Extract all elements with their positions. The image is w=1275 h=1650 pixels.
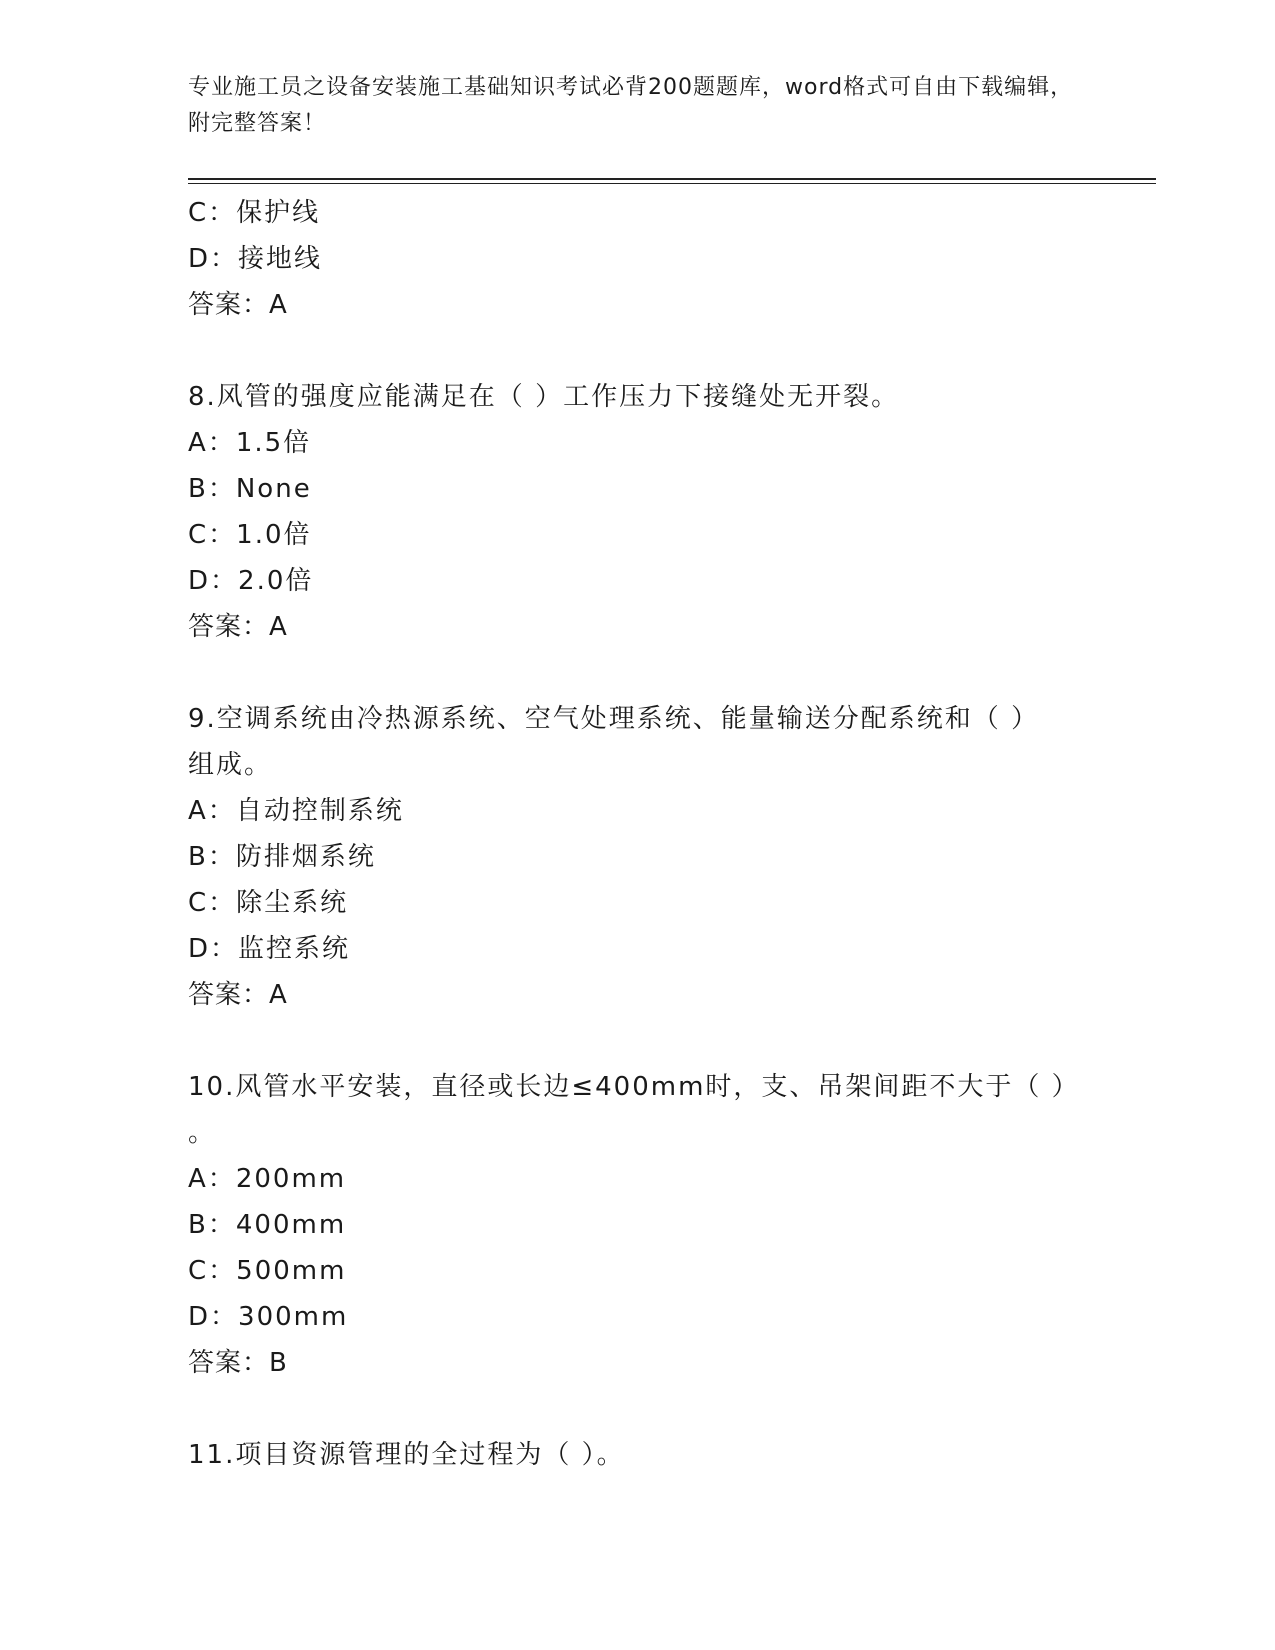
question-8-option-c: C：1.0倍 xyxy=(188,520,312,550)
option-c: C：保护线 xyxy=(188,198,321,228)
document-header xyxy=(188,70,1088,142)
question-9-option-b: B：防排烟系统 xyxy=(188,842,376,872)
question-10-option-a: A：200mm xyxy=(188,1164,347,1194)
spacer xyxy=(188,1018,1088,1064)
question-10-option-b: B：400mm xyxy=(188,1210,347,1240)
spacer xyxy=(188,328,1088,374)
header-divider-thin xyxy=(188,183,1156,184)
header-title: 专业施工员之设备安装施工基础知识考试必背200题题库，word格式可自由下载编辑，附完整答案！ xyxy=(188,75,1074,136)
question-9-text-line1: 9.空调系统由冷热源系统、空气处理系统、能量输送分配系统和（ ） xyxy=(188,704,1040,734)
spacer xyxy=(188,650,1088,696)
question-10-text-line1: 10.风管水平安装，直径或长边≤400mm时，支、吊架间距不大于（ ） xyxy=(188,1072,1080,1102)
answer-line: 答案：A xyxy=(188,290,288,320)
question-9-answer: 答案：A xyxy=(188,980,288,1010)
question-9-text-line2: 组成。 xyxy=(188,750,273,780)
spacer xyxy=(188,1386,1088,1432)
option-d: D：接地线 xyxy=(188,244,323,274)
question-10-answer: 答案：B xyxy=(188,1348,288,1378)
question-9-option-c: C：除尘系统 xyxy=(188,888,349,918)
question-8-option-b: B：None xyxy=(188,474,312,504)
question-8-option-d: D：2.0倍 xyxy=(188,566,314,596)
question-11-text: 11.项目资源管理的全过程为（ ）。 xyxy=(188,1440,625,1470)
question-8-text: 8.风管的强度应能满足在（ ）工作压力下接缝处无开裂。 xyxy=(188,382,900,412)
question-8-option-a: A：1.5倍 xyxy=(188,428,312,458)
question-10-option-c: C：500mm xyxy=(188,1256,347,1286)
question-10-text-line2: 。 xyxy=(188,1118,217,1148)
question-9-option-d: D：监控系统 xyxy=(188,934,351,964)
question-9-option-a: A：自动控制系统 xyxy=(188,796,404,826)
question-8-answer: 答案：A xyxy=(188,612,288,642)
header-divider-thick xyxy=(188,178,1156,180)
question-10-option-d: D：300mm xyxy=(188,1302,349,1332)
question-content xyxy=(188,190,1088,1478)
